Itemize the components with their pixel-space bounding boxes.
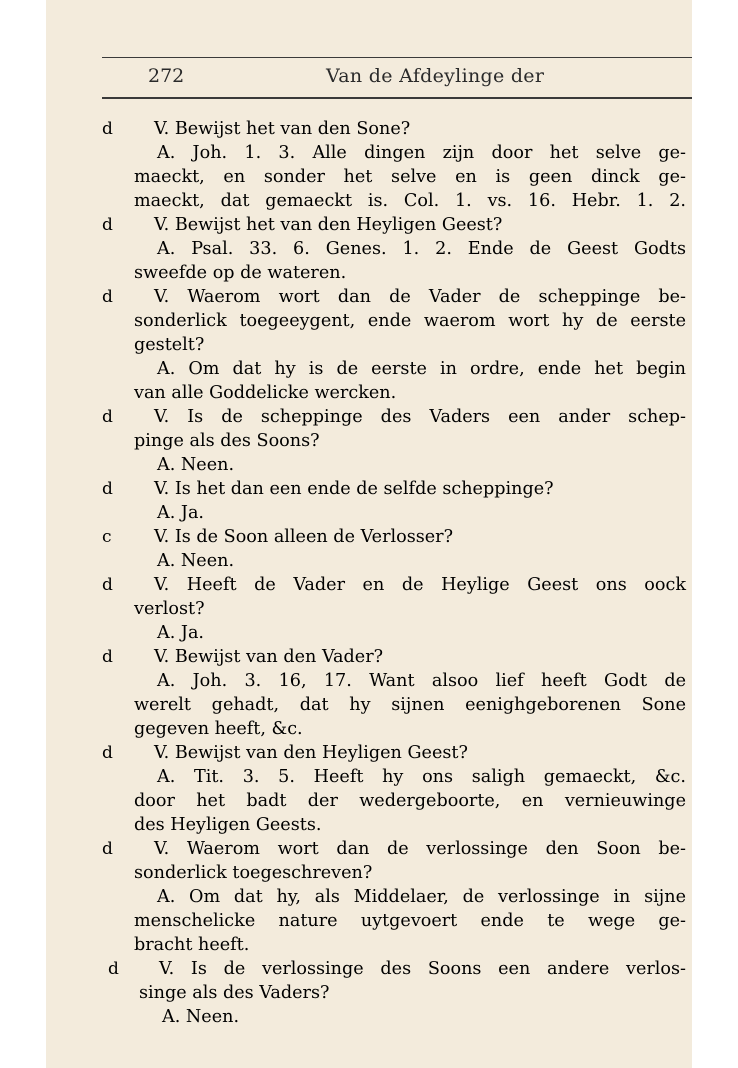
text-line (46, 717, 738, 741)
line-text: V. Is de Soon alleen de Verlosser? (154, 527, 454, 547)
text-line (46, 237, 738, 261)
line-text: sonderlick toegeschreven? (134, 863, 373, 883)
line-text: gestelt? (134, 335, 205, 355)
line-text: maeckt, dat gemaeckt is. Col. 1. vs. 16. Hebr. 1. 2. (134, 191, 686, 211)
line-text: sweefde op de wateren. (134, 263, 347, 283)
line-text: A. Joh. 1. 3. Alle dingen zijn door het selve ge- (157, 143, 686, 163)
text-line (46, 117, 738, 141)
line-marker: d (102, 647, 113, 667)
line-text: van alle Goddelicke wercken. (134, 383, 397, 403)
line-marker: d (102, 743, 113, 763)
line-text: V. Is het dan een ende de selfde scheppinge? (154, 479, 554, 499)
page-header (102, 65, 692, 91)
text-line (46, 549, 738, 573)
text-line (46, 741, 738, 765)
line-marker: d (102, 479, 113, 499)
line-text: A. Neen. (157, 455, 235, 475)
text-line (46, 885, 738, 909)
text-line (46, 669, 738, 693)
line-marker: d (102, 839, 113, 859)
line-marker: d (102, 575, 113, 595)
line-text: V. Is de scheppinge des Vaders een ander schep- (154, 407, 686, 427)
text-line (46, 981, 738, 1005)
header-rule-top (102, 57, 692, 58)
text-line (46, 477, 738, 501)
line-text: werelt gehadt, dat hy sijnen eenighgeborenen Sone (134, 695, 686, 715)
text-line (46, 189, 738, 213)
running-title: Van de Afdeylinge der (326, 65, 545, 87)
text-line (46, 333, 738, 357)
line-text: V. Is de verlossinge des Soons een andere verlos- (159, 959, 686, 979)
line-text: V. Bewijst het van den Heyligen Geest? (154, 215, 503, 235)
line-text: V. Bewijst van den Vader? (154, 647, 384, 667)
text-line (46, 429, 738, 453)
line-text: A. Ja. (157, 623, 205, 643)
text-line (46, 837, 738, 861)
line-text: V. Heeft de Vader en de Heylige Geest ons oock (154, 575, 686, 595)
text-line (46, 789, 738, 813)
text-line (46, 621, 738, 645)
line-marker: d (102, 215, 113, 235)
line-text: V. Waerom wort dan de verlossinge den Soon be- (154, 839, 686, 859)
text-line (46, 597, 738, 621)
text-line (46, 645, 738, 669)
text-line (46, 165, 738, 189)
text-line (46, 357, 738, 381)
line-text: A. Om dat hy is de eerste in ordre, ende het begin (157, 359, 686, 379)
line-text: maeckt, en sonder het selve en is geen dinck ge- (134, 167, 686, 187)
line-marker: d (102, 287, 113, 307)
text-line (46, 285, 738, 309)
text-line (46, 909, 738, 933)
line-text: A. Tit. 3. 5. Heeft hy ons saligh gemaeckt, &c. (157, 767, 686, 787)
text-line (46, 693, 738, 717)
text-line (46, 933, 738, 957)
text-line (46, 213, 738, 237)
line-text: V. Bewijst het van den Sone? (154, 119, 411, 139)
line-marker: d (102, 119, 113, 139)
text-line (46, 141, 738, 165)
line-text: A. Om dat hy, als Middelaer, de verlossinge in sijne (157, 887, 686, 907)
line-text: des Heyligen Geests. (134, 815, 322, 835)
text-line (46, 381, 738, 405)
line-marker: c (102, 527, 112, 547)
line-text: A. Neen. (157, 551, 235, 571)
text-line (46, 309, 738, 333)
text-line (46, 405, 738, 429)
text-line (46, 261, 738, 285)
text-line (46, 453, 738, 477)
line-text: pinge als des Soons? (134, 431, 320, 451)
line-text: sonderlick toegeeygent, ende waerom wort hy de eerste (134, 311, 686, 331)
text-line (46, 765, 738, 789)
line-text: verlost? (134, 599, 205, 619)
line-marker: d (108, 959, 119, 979)
line-text: A. Psal. 33. 6. Genes. 1. 2. Ende de Geest Godts (157, 239, 686, 259)
line-text: gegeven heeft, &c. (134, 719, 303, 739)
line-text: A. Joh. 3. 16, 17. Want alsoo lief heeft Godt de (157, 671, 686, 691)
line-text: V. Bewijst van den Heyligen Geest? (154, 743, 468, 763)
text-line (46, 1005, 738, 1029)
page-number: 272 (148, 65, 185, 87)
text-line (46, 573, 738, 597)
line-text: singe als des Vaders? (139, 983, 330, 1003)
line-text: V. Waerom wort dan de Vader de scheppinge be- (154, 287, 686, 307)
header-rule-bottom (102, 97, 692, 99)
text-line (46, 525, 738, 549)
line-text: door het badt der wedergeboorte, en vernieuwinge (134, 791, 686, 811)
text-line (46, 813, 738, 837)
line-text: menschelicke nature uytgevoert ende te wege ge- (134, 911, 686, 931)
line-text: A. Neen. (162, 1007, 240, 1027)
line-text: bracht heeft. (134, 935, 250, 955)
page-body (46, 117, 738, 1029)
text-line (46, 861, 738, 885)
line-text: A. Ja. (157, 503, 205, 523)
text-line (46, 501, 738, 525)
text-line (46, 957, 738, 981)
line-marker: d (102, 407, 113, 427)
